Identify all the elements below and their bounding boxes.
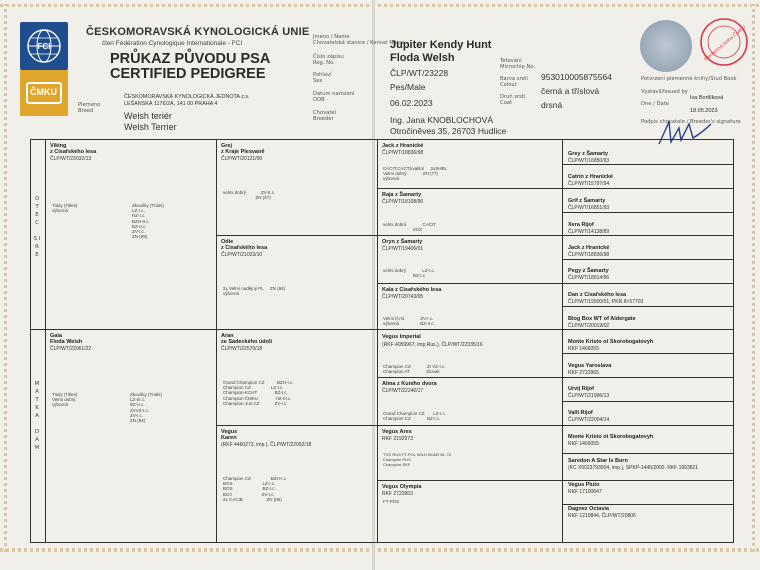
fci-logo [20,22,68,70]
gen4-reg: ČLP/WT/22004/14 [568,417,610,423]
gen3-reg: ČLP/WT/20743/05 [382,294,424,300]
gen4-reg: RKF 2723965 [568,370,599,376]
gen3-reg: RKF 2192973 [382,436,413,442]
globe-icon [20,22,68,70]
gen3-dog: Kala z Císařského lesa [382,287,442,293]
gen2-reg: (RKF 4460273, imp.), ČLP/WT/22092/18 [221,442,312,448]
breed-label: Plemeno Breed [78,102,101,114]
gen2-titles: 2x Velmi nadějný PL ZN (84) výborná [223,286,286,297]
gen3-reg: ČLP/WT/22240/17 [382,388,424,394]
gen3-dog: Jack z Hranické [382,143,424,149]
sire-side-label: O T E C S I R E [33,196,41,258]
signature-label: Podpis chovatele / Breeder's signature [641,119,741,125]
stud-book-stamp [698,16,750,68]
name-label: Jméno / Name Chovatelská stanice / Kennel Name [313,34,405,46]
gen3-reg: ČLP/WT/18108/90 [382,199,424,205]
gen4-dog: Dagnez Octavia [568,506,609,512]
gen3-titles: Champion CZ ZI VZ-I.c. Champion AT Slovak [383,364,446,375]
dam-trials: Zkoušky (Trials) LZ-III.c. BZ-II.c. ZVVZ-I.c. ZV-I.c. ZN (84) [130,392,162,424]
microchip-label: Tetování Microchip No. [500,58,536,70]
gen4-reg: ČLP/WT/18836/98 [568,252,610,258]
left-border [4,4,7,552]
gen4-reg: ČLP/WT/20019/02 [568,323,610,329]
gen4-dog: Urvij Rijof [568,386,594,392]
gen4-reg: (KC X5023793004, imp.), SPKP-1445/2000, RKF 1993821 [568,465,699,471]
gen2-dog: Vegus Karen [221,429,238,441]
gen3-dog: Oryn z Šamarty [382,239,423,245]
gen2-titles: velmi dobrý ZV-II.c. ZN (57) [223,190,276,201]
issued-by: Iva Bortlíková [690,95,724,101]
breeder-label: Chovatel Breeder [313,110,336,122]
gen4-reg: RKF 1466055 [568,346,599,352]
dam-name: Gaia Floda Welsh [50,333,83,345]
gen2-reg: ČLP/WT/20121/06 [221,156,263,162]
bottom-border [0,548,760,552]
gen3-titles: TGS RUS FT-POL WILD BOAR BL.78 Champion RUS Champion RKF [383,452,451,468]
gen3-titles: Velmi tř.ml. ZV-I.c. výborná BZ-II.c. [383,316,435,327]
gen4-dog: Dan z Císařského lesa [568,292,627,298]
gen2-dog: Odie z Císařského lesa [221,239,268,251]
gen3-reg: ČLP/WT/19406/01 [382,246,424,252]
right-border [752,4,755,552]
stamp-text: Plemenná kniha ČMKU [703,24,748,63]
issued-by-label: Vystavil/Issued by [641,89,688,95]
breed-en: Welsh Terrier [124,122,177,132]
gen4-dog: Grif z Šamarty [568,198,606,204]
gen4-reg: ČLP/WT/18014/96 [568,275,610,281]
gen2-dog: Aran ze Sádeckého údolí [221,333,273,345]
sire-reg: ČLP/WT/22032/13 [50,156,92,162]
issue-date: 18.05.2023 [690,108,718,114]
sire-titles: Tituly (Titles) výborná [52,203,78,214]
breeder-address: Otročiněves 35, 26703 Hudlice [390,126,507,136]
gen4-dog: Grey z Šamarty [568,151,609,157]
dam-side-label: M A T K A D A M [34,381,40,451]
breeder: Ing. Jana KNOBLOCHOVÁ [390,115,493,125]
gen3-reg: RKF 2723963 [382,491,413,497]
cmku-logo [20,70,68,116]
gen3-dog: Raja z Šamarty [382,192,422,198]
gen2-titles: Grand Champion CZ BZH-I.c. Champion CZ LZ-I.c. Champion-KCHT BZ-I.c. Champion ČMKU HZ-III.c. Champion-Jun.CZ ZV-I.c. [223,380,294,406]
sex: Pes/Male [390,82,426,92]
gen4-dog: Xera Rijof [568,222,594,228]
gen2-titles: Champion CZ BZH-I.c. BOS LZ-I.c. BOS BZ-I.c. BOJ ZV-I.c. 2x CACIB ZN (86) [223,476,288,502]
gen4-reg: RKF 1210844, ČLP/WT/20806 [568,513,636,519]
jednota-line1: ČESKOMORAVSKÁ KYNOLOGICKÁ JEDNOTA z.s. [124,94,250,100]
hologram-seal [640,20,692,72]
studbook: ČLP/WT/23228 [390,68,449,78]
gen4-dog: Jack z Hranické [568,245,610,251]
gen4-reg: ČLP/WT/16851/93 [568,205,610,211]
gen2-dog: Grej z Kraje Plesvaně [221,143,265,155]
gen3-dog: Vegus Imperial [382,334,421,340]
gen3-reg: ČLP/WT/18836/98 [382,150,424,156]
org-name: ČESKOMORAVSKÁ KYNOLOGICKÁ UNIE [86,26,310,38]
gen2-reg: ČLP/WT/22570/18 [221,346,263,352]
dog-kennel: Floda Welsh [390,52,455,64]
dob: 06.02.2023 [390,98,433,108]
gen4-reg: ČLP/WT/14138/89 [568,229,610,235]
gen4-reg: ČLP/WT/19500/01, PKR.III-57703 [568,299,644,305]
gen3-dog: Vegus Ares [382,429,412,435]
gen3-titles: velmi dobrá CACIT ZOZ [383,222,437,233]
paper-fold [372,0,375,570]
dam-reg: ČLP/WT/22061/22 [50,346,92,352]
gen3-reg: (RKF 4059967, imp.Rus.), ČLP/WT/22335/16 [382,342,483,348]
gen3-titles: velmi dobrý LZ-I.c. BZ-I.c. [383,268,436,279]
gen4-dog: Monte Kristo ot Skorobogatovyh [568,434,654,440]
sire-trials: Zkoušky (Trials) LZ-I.c. HZ-I.c. BZH-II.c. BZ-II.c. ZV-I.c. ZN (89) [132,203,164,240]
cmku-logo-text: ČMKU [30,87,57,97]
title-en: CERTIFIED PEDIGREE [110,66,266,82]
gen3-titles: Grand Champion CZ LZ-I.c. Champion CZ BZ-I.c. [383,411,447,422]
top-border [0,4,760,7]
date-label: Dne / Date [641,101,669,107]
gen4-dog: Vegus Yaroslava [568,363,612,369]
gen4-dog: Catrin z Hranické [568,174,613,180]
coat: drsná [541,100,563,110]
gen4-reg: RKF 17100847 [568,489,602,495]
gen4-reg: ČLP/WT/21996/13 [568,393,610,399]
certified-label: Potvrzení plemenné knihy/Stud Book [641,76,737,82]
gen4-dog: Saredon A Star Is Born [568,458,628,464]
org-sub: člen Fédération Cynologique Internationale - FCI [102,40,243,47]
jednota-line2: LEŠANSKÁ 1176/2A, 141 00 PRAHA 4 [124,101,218,107]
gen4-reg: RKF 1466055 [568,441,599,447]
sex-label: Pohlaví Sex [313,72,332,84]
title-cz: PRŮKAZ PŮVODU PSA [110,51,271,67]
gen3-titles: CACIT,CACT,kvalitní 2xSHBL Velmi dobrý ZN (77) výborná [383,166,448,182]
dob-label: Datum narození DOB [313,91,355,103]
gen4-dog: Monte Kristo ot Skorobogatovyh [568,339,654,345]
color: černá a tříslová [541,86,600,96]
gen3-titles: FT-POS [383,499,400,504]
gen4-dog: Vegus Pluto [568,482,600,488]
gen3-dog: Vegus Olympia [382,484,422,490]
dam-titles: Tituly (Titles) Velmi dobrý výborná [52,392,78,408]
gen4-reg: ČLP/WT/16850/93 [568,158,610,164]
gen4-dog: Valli Rijof [568,410,593,416]
microchip: 953010005875564 [541,72,612,82]
coat-label: Druh srsti Coat [500,94,526,106]
gen4-dog: Pegy z Šamarty [568,268,609,274]
gen3-dog: Alma z Kuního dvora [382,381,437,387]
gen4-reg: ČLP/WT/15797/94 [568,181,610,187]
dog-name: Jupiter Kendy Hunt [390,39,492,51]
signature-scribble [655,118,715,148]
fci-logo-text: FCI [37,42,51,51]
gen2-reg: ČLP/WT/21023/10 [221,252,263,258]
sire-name: Viking z Císařského lesa [50,143,97,155]
color-label: Barva srsti Colour [500,76,528,88]
breed-cz: Welsh teriér [124,111,172,121]
studbook-label: Číslo zápisu Reg. No. [313,54,344,66]
gen4-dog: Blog Box WT of Aldergate [568,316,636,322]
